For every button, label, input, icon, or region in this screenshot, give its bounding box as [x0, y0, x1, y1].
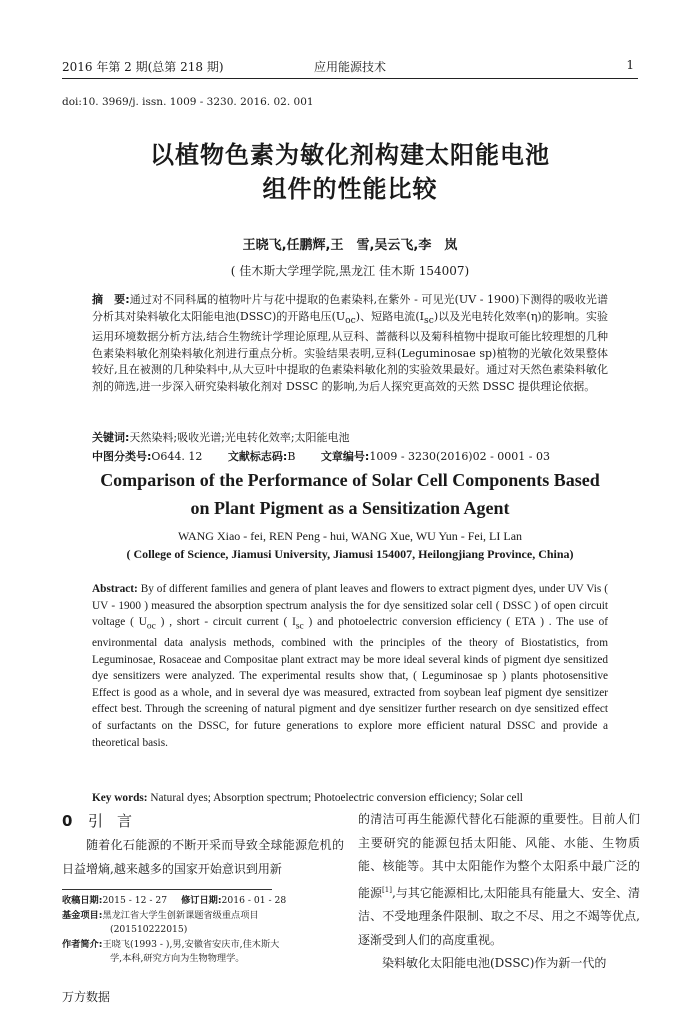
intro-paragraph-2: 染料敏化太阳能电池(DSSC)作为新一代的 — [382, 956, 607, 970]
abstract-zh — [92, 292, 608, 395]
voc-subscript-en: oc — [146, 621, 156, 632]
intro-text-1: 的清洁可再生能源代替化石能源的重要性。目前人们主要研究的能源包括太阳能、风能、水能、生物质能、核能等。其中太阳能作为整个太阳系中最广泛的能源 — [358, 812, 640, 900]
title-en — [62, 466, 638, 522]
isc-subscript: sc — [424, 314, 434, 326]
section-number: 0 — [62, 812, 73, 830]
journal-name: 应用能源技术 — [313, 60, 386, 74]
title-en-line1: Comparison of the Performance of Solar Cell Components Based — [100, 470, 600, 490]
abstract-en-text2: ) , short - circuit current ( I — [155, 616, 296, 629]
abstract-en-label: Abstract: — [92, 583, 138, 595]
fund-value-cont: (201510222015) — [110, 924, 188, 935]
authors-en: WANG Xiao - fei, REN Peng - hui, WANG Xue, WU Yun - Fei, LI Lan — [177, 529, 523, 543]
intro-text-2: ,与其它能源相比,太阳能具有能量大、安全、清洁、不受地理条件限制、取之不尽、用之不竭等优点,逐渐受到人们的高度重视。 — [358, 885, 640, 947]
abstract-zh-text2: )、短路电流(I — [355, 309, 424, 323]
keywords-en — [92, 792, 608, 804]
author-bio-cont: 学,本科,研究方向为生物物理学。 — [110, 953, 245, 964]
intro-paragraph-right — [358, 808, 640, 952]
affiliation-en: ( College of Science, Jiamusi University, Jiamusi 154007, Heilongjiang Province, China) — [126, 547, 574, 561]
footnote — [62, 894, 344, 967]
title-zh-line2: 组件的性能比较 — [262, 175, 438, 203]
section-title: 引言 — [88, 812, 147, 830]
revised-label: 修订日期: — [181, 895, 222, 906]
title-zh — [62, 138, 638, 206]
received-label: 收稿日期: — [62, 895, 103, 906]
keywords-en-label: Key words: — [92, 792, 148, 804]
clc-value: O644. 12 — [151, 450, 203, 463]
doc-code-label: 文献标志码: — [227, 450, 288, 463]
section-heading — [62, 808, 344, 834]
keywords-zh — [92, 430, 608, 446]
voc-subscript: oc — [345, 314, 356, 326]
footer-watermark: 万方数据 — [62, 990, 111, 1004]
citation-1[interactable]: [1] — [382, 885, 392, 894]
header-rule — [62, 78, 638, 79]
affiliation-zh: ( 佳木斯大学理学院,黑龙江 佳木斯 154007) — [230, 264, 470, 278]
authors-zh: 王晓飞,任鹏辉,王 雪,吴云飞,李 岚 — [242, 238, 458, 253]
right-column — [358, 808, 640, 976]
keywords-zh-text: 天然染料;吸收光谱;光电转化效率;太阳能电池 — [129, 431, 350, 444]
isc-subscript-en: sc — [295, 621, 304, 632]
issue-info: 2016 年第 2 期(总第 218 期) — [62, 60, 224, 74]
doi[interactable]: doi:10. 3969/j. issn. 1009 - 3230. 2016. 02. 001 — [62, 96, 314, 108]
abstract-zh-text3: )以及光电转化效率(η)的影响。实验运用环境数据分析方法,结合生物统计学理论原理,从豆科、蔷薇科以及菊科植物中提取可能比较理想的几种色素染料敏化剂染料敏化剂进行重点分析。实验结果表明,豆科(Leguminosae sp)植物的光敏化效果整体较好,且在被测的几种染料中,从大豆叶中提取的色素染料敏化剂的实验效果最好。通过对天然色素染料敏化剂的筛选,进一步深入研究染料敏化剂对 DSSC 的影响,为后人探究更高效的天然 DSSC 提供理论依据。 — [92, 309, 608, 393]
abstract-zh-label: 摘 要: — [92, 293, 130, 306]
running-header — [62, 58, 638, 76]
article-number-label: 文章编号: — [320, 450, 370, 463]
doc-code-value: B — [287, 450, 296, 463]
abstract-en-text3: ) and photoelectric conversion efficiency ( ETA ) . The use of environmental data analysis methods, combined with the principles of the theory of Biostatistics, from Leguminosae, Rosaceae and Compositae plant extract may be more ideal several kinds of pigment dye sensitized dye sensitizers were analyzed. The experimental results show that, ( Leguminosae sp ) plants photosensitive Effect is good as a whole, and in several dye was measured, extracted from soybean leaf pigment dye sensitizer effect best. Through the screening of natural pigment and dye sensitizer further research on dye sensitized effect of surfactants on the DSSC, for future generations to explore more efficient natural DSSC and provide a theoretical basis. — [92, 616, 608, 749]
title-zh-line1: 以植物色素为敏化剂构建太阳能电池 — [150, 141, 550, 169]
abstract-en-text: By of different families and genera of plant leaves and flowers to extract pigment dyes, under UV Vis ( UV - 1900 ) measured the absorption spectrum analysis the for dye sensitized solar cell ( DSSC ) of open circuit voltage ( U — [92, 583, 608, 629]
author-bio-label: 作者简介: — [62, 938, 103, 950]
classification-zh — [92, 449, 608, 465]
fund-value: 黑龙江省大学生创新课题省级重点项目 — [102, 909, 259, 921]
page-number: 1 — [626, 58, 634, 72]
footnote-rule — [62, 889, 272, 890]
left-column — [62, 808, 344, 967]
intro-paragraph-left: 随着化石能源的不断开采而导致全球能源危机的日益增熵,越来越多的国家开始意识到用新 — [62, 838, 344, 876]
article-number-value: 1009 - 3230(2016)02 - 0001 - 03 — [369, 450, 551, 463]
keywords-en-text: Natural dyes; Absorption spectrum; Photoelectric conversion efficiency; Solar cell — [147, 792, 523, 804]
fund-label: 基金项目: — [62, 909, 103, 921]
keywords-zh-label: 关键词: — [92, 431, 130, 444]
clc-label: 中图分类号: — [92, 450, 152, 463]
received-value: 2015 - 12 - 27 — [102, 895, 168, 906]
author-bio-value: 王晓飞(1993 - ),男,安徽省安庆市,佳木斯大 — [102, 938, 280, 950]
revised-value: 2016 - 01 - 28 — [221, 895, 287, 906]
abstract-en — [92, 581, 608, 751]
abstract-zh-text: 通过对不同科属的植物叶片与花中提取的色素染料,在紫外 - 可见光(UV - 1900)下测得的吸收光谱分析其对染料敏化太阳能电池(DSSC)的开路电压(U — [92, 293, 608, 323]
title-en-line2: on Plant Pigment as a Sensitization Agent — [190, 498, 510, 518]
